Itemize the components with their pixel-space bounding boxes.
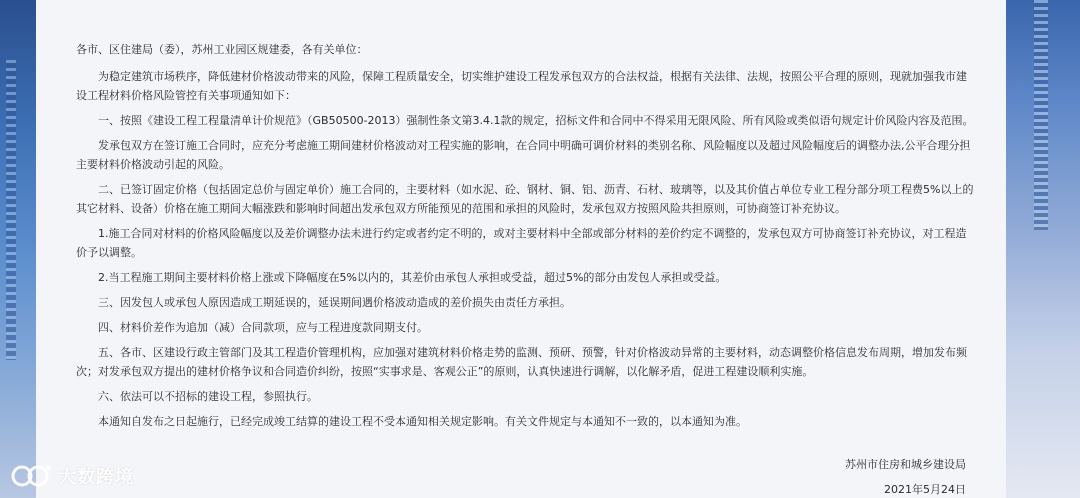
paragraph-item-2-sub-1: 1.施工合同对材料的价格风险幅度以及差价调整办法未进行约定或者约定不明的，或对主要材料中全部或部分材料的差价约定不调整的，发承包双方可协商签订补充协议，对工程造价予以调整。 [76, 227, 967, 259]
watermark-text: 大数跨境 [58, 467, 134, 488]
paragraph-item-3: 三、因发包人或承包人原因造成工期延误的，延误期间遇价格波动造成的差价损失由责任方承担。 [98, 296, 571, 309]
paragraph-closing: 本通知自发布之日起施行，已经完成竣工结算的建设工程不受本通知相关规定影响。有关文件规定与本通知不一致的，以本通知为准。 [98, 415, 747, 428]
paragraph-item-6: 六、依法可以不招标的建设工程，参照执行。 [98, 390, 318, 403]
paragraph-intro: 为稳定建筑市场秩序，降低建材价格波动带来的风险，保障工程质量安全，切实维护建设工程发承包双方的合法权益，根据有关法律、法规，按照公平合理的原则，现就加强我市建设工程材料价格风险管控有关事项通知如下： [76, 70, 967, 102]
paragraph-item-2-sub-2: 2.当工程施工期间主要材料价格上涨或下降幅度在5%以内的，其差价由承包人承担或受益，超过5%的部分由发包人承担或受益。 [98, 271, 727, 284]
right-edge-photo [1006, 0, 1080, 498]
paragraph-item-2: 二、已签订固定价格（包括固定总价与固定单价）施工合同的，主要材料（如水泥、砼、钢材、铜、铝、沥青、石材、玻璃等，以及其价值占单位专业工程分部分项工程费5%以上的其它材料、设备）价格在施工期间大幅涨跌和影响时间超出发承包双方所能预见的范围和承担的风险时，发承包双方按照风险共担原则，可协商签订补充协议。 [76, 183, 974, 215]
signature-date: 2021年5月24日 [884, 483, 966, 496]
paragraph-item-1-detail: 发承包双方在签订施工合同时，应充分考虑施工期间建材价格波动对工程实施的影响，在合同中明确可调价材料的类别名称、风险幅度以及超过风险幅度后的调整办法,公平合理分担主要材料价格波动引起的风险。 [76, 139, 971, 171]
double-circle-logo-icon [8, 463, 52, 489]
paragraph-item-4: 四、材料价差作为追加（减）合同款项，应与工程进度款同期支付。 [98, 321, 428, 334]
signature-issuer: 苏州市住房和城乡建设局 [845, 458, 966, 471]
paragraph-item-1: 一、按照《建设工程工程量清单计价规范》（GB50500-2013）强制性条文第3.4.1款的规定，招标文件和合同中不得采用无限风险、所有风险或类似语句规定计价风险内容及范围。 [98, 114, 974, 127]
paragraph-item-5: 五、各市、区建设行政主管部门及其工程造价管理机构，应加强对建筑材料价格走势的监测、预研、预警，针对价格波动异常的主要材料，动态调整价格信息发布周期，增加发布频次；对发承包双方提出的建材价格争议和合同造价纠纷，按照“实事求是、客观公正”的原则，认真快速进行调解，以化解矛盾，促进工程建设顺利实施。 [76, 346, 967, 378]
left-edge-photo [0, 0, 36, 498]
watermark [8, 463, 134, 489]
document-page [36, 0, 1006, 498]
salutation: 各市、区住建局（委），苏州工业园区规建委，各有关单位： [76, 43, 368, 56]
document-body [76, 40, 976, 437]
